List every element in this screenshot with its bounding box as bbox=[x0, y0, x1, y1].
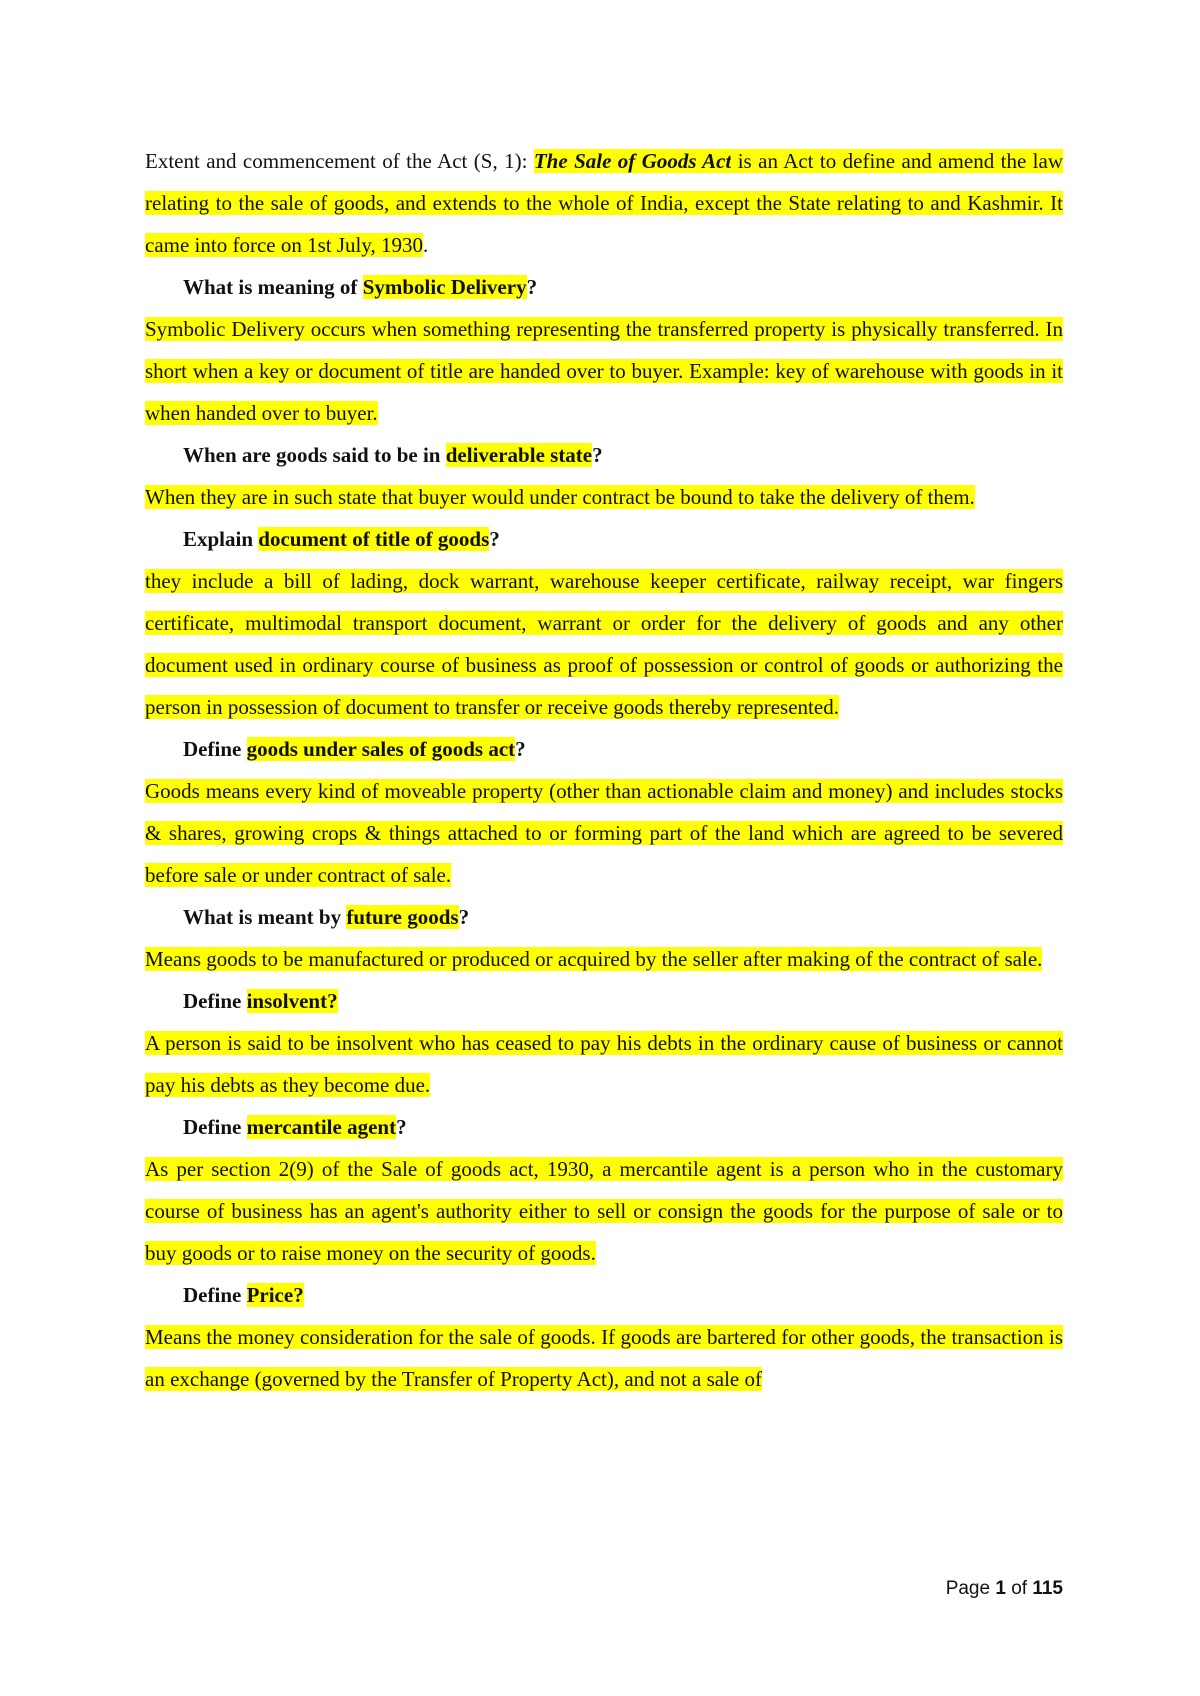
question-prefix: Define bbox=[183, 737, 247, 761]
qa-item bbox=[145, 434, 1063, 518]
page-word: Page bbox=[945, 1578, 991, 1599]
answer-paragraph bbox=[145, 560, 1063, 728]
question-suffix: ? bbox=[458, 905, 470, 929]
intro-body: is an Act to define and amend the law relating to the sale of goods, and extends to the whole of India, except the State relating to and Kashmir. It came into force on 1st July, 1930 bbox=[145, 149, 1063, 257]
page-total: 115 bbox=[1032, 1578, 1063, 1599]
question-term: deliverable state bbox=[445, 443, 593, 467]
answer-text: Means the money consideration for the sale of goods. If goods are bartered for other goods, the transaction is an exchange (governed by the Transfer of Property Act), and not a sale of bbox=[145, 1325, 1063, 1391]
answer-paragraph bbox=[145, 938, 1063, 980]
question-prefix: What is meant by bbox=[183, 905, 347, 929]
qa-item bbox=[145, 980, 1063, 1106]
answer-paragraph bbox=[145, 308, 1063, 434]
question-suffix: ? bbox=[515, 737, 526, 761]
question-prefix: Define bbox=[183, 1283, 247, 1307]
qa-item bbox=[145, 266, 1063, 434]
question-prefix: When are goods said to be in bbox=[183, 443, 446, 467]
question-heading bbox=[145, 518, 1063, 560]
question-heading bbox=[145, 1274, 1063, 1316]
question-term: Price? bbox=[246, 1283, 304, 1307]
question-suffix: ? bbox=[489, 527, 500, 551]
answer-text: A person is said to be insolvent who has ceased to pay his debts in the ordinary cause of business or cannot pay his debts as they become due. bbox=[145, 1031, 1063, 1097]
question-heading bbox=[145, 266, 1063, 308]
question-term: document of title of goods bbox=[258, 527, 490, 551]
answer-paragraph bbox=[145, 770, 1063, 896]
question-term: mercantile agent bbox=[246, 1115, 397, 1139]
page-number: 1 bbox=[995, 1578, 1006, 1599]
question-term: future goods bbox=[346, 905, 459, 929]
answer-text: Symbolic Delivery occurs when something representing the transferred property is physically transferred. In short when a key or document of title are handed over to buyer. Example: key of warehouse with goods in it when handed over to buyer. bbox=[145, 317, 1063, 425]
qa-item bbox=[145, 1106, 1063, 1274]
question-prefix: Define bbox=[183, 989, 247, 1013]
answer-text: Means goods to be manufactured or produced or acquired by the seller after making of the contract of sale. bbox=[145, 947, 1043, 971]
question-heading bbox=[145, 896, 1063, 938]
qa-item bbox=[145, 1274, 1063, 1400]
question-term: Symbolic Delivery bbox=[362, 275, 527, 299]
qa-item bbox=[145, 728, 1063, 896]
answer-paragraph bbox=[145, 1148, 1063, 1274]
answer-paragraph bbox=[145, 476, 1063, 518]
intro-prefix: Extent and commencement of the Act (S, 1): bbox=[145, 149, 534, 173]
question-heading bbox=[145, 1106, 1063, 1148]
answer-text: Goods means every kind of moveable property (other than actionable claim and money) and includes stocks & shares, growing crops & things attached to or forming part of the land which are agreed to be severed before sale or under contract of sale. bbox=[145, 779, 1063, 887]
question-heading bbox=[145, 980, 1063, 1022]
answer-paragraph bbox=[145, 1022, 1063, 1106]
question-term: insolvent? bbox=[246, 989, 338, 1013]
answer-text: they include a bill of lading, dock warrant, warehouse keeper certificate, railway receipt, war fingers certificate, multimodal transport document, warrant or order for the delivery of goods and any other document used in ordinary course of business as proof of possession or control of goods or authorizing the person in possession of document to transfer or receive goods thereby represented. bbox=[145, 569, 1063, 719]
qa-list bbox=[145, 266, 1063, 1400]
intro-paragraph bbox=[145, 140, 1063, 266]
page-footer bbox=[946, 1578, 1063, 1600]
question-suffix: ? bbox=[396, 1115, 407, 1139]
question-prefix: What is meaning of bbox=[183, 275, 363, 299]
question-prefix: Define bbox=[183, 1115, 247, 1139]
question-suffix: ? bbox=[526, 275, 538, 299]
qa-item bbox=[145, 518, 1063, 728]
answer-text: When they are in such state that buyer would under contract be bound to take the delivery of them. bbox=[145, 485, 975, 509]
question-term: goods under sales of goods act bbox=[246, 737, 516, 761]
qa-item bbox=[145, 896, 1063, 980]
intro-end: . bbox=[423, 233, 429, 257]
of-word: of bbox=[1011, 1578, 1028, 1599]
question-heading bbox=[145, 728, 1063, 770]
question-prefix: Explain bbox=[183, 527, 259, 551]
act-title: The Sale of Goods Act bbox=[533, 149, 732, 173]
answer-text: As per section 2(9) of the Sale of goods act, 1930, a mercantile agent is a person who in the customary course of business has an agent's authority either to sell or consign the goods for the purpose of sale or to buy goods or to raise money on the security of goods. bbox=[145, 1157, 1063, 1265]
question-heading bbox=[145, 434, 1063, 476]
answer-paragraph bbox=[145, 1316, 1063, 1400]
question-suffix: ? bbox=[592, 443, 603, 467]
